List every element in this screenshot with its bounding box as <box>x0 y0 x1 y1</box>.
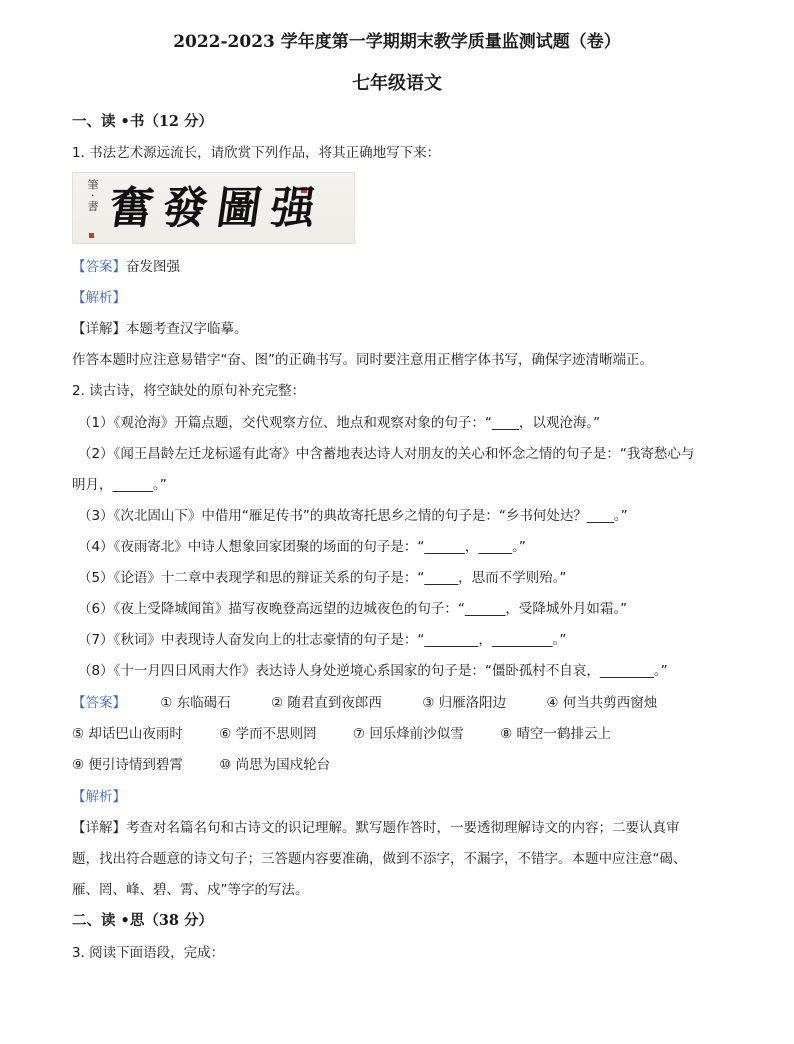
answer-text: 学而不思则罔 <box>235 726 317 742</box>
analysis-tag: 【解析】 <box>72 290 126 306</box>
answer-item <box>160 693 230 713</box>
answer-number: ⑤ <box>72 726 85 742</box>
question-2-item: （4）《夜雨寄北》中诗人想象回家团聚的场面的句子是：“______，_____。” <box>78 539 526 555</box>
answer-line-q1 <box>72 257 180 277</box>
calligraphy-signature: 筆 · 書 <box>86 179 99 212</box>
answer-text: 回乐烽前沙似雪 <box>369 726 464 742</box>
question-2-prompt: 2. 读古诗，将空缺处的原句补充完整： <box>72 383 306 399</box>
question-2-item: （3）《次北固山下》中借用“雁足传书”的典故寄托思乡之情的句子是：“乡书何处达？____。” <box>78 508 628 524</box>
answer-text: 奋发图强 <box>126 259 180 275</box>
seal-mark <box>89 233 94 238</box>
answer-text: 随君直到夜郎西 <box>287 695 382 711</box>
question-3-prompt: 3. 阅读下面语段，完成： <box>72 945 225 961</box>
answer-row-2 <box>72 724 724 744</box>
answer-item <box>422 693 506 713</box>
calligraphy-text: 奮發圖强 <box>105 183 329 234</box>
answer-tag: 【答案】 <box>72 695 126 711</box>
question-2-item: （8）《十一月四日风雨大作》表达诗人身处逆境心系国家的句子是：“僵卧孤村不自哀，________。” <box>78 663 668 679</box>
analysis-tag: 【解析】 <box>72 789 126 805</box>
question-2-item: （7）《秋词》中表现诗人奋发向上的壮志豪情的句子是：“________，_________。” <box>78 632 567 648</box>
detail-text: 考查对名篇名句和古诗文的识记理解。默写题作答时，一要透彻理解诗文的内容；二要认真审 <box>126 820 680 836</box>
detail-text-2: 作答本题时应注意易错字“奋、图”的正确书写。同时要注意用正楷字体书写，确保字迹清晰端正。 <box>72 352 653 368</box>
question-2-item: （1）《观沧海》开篇点题，交代观察方位、地点和观察对象的句子：“____，以观沧海。” <box>78 415 601 431</box>
answer-number: ⑥ <box>219 726 232 742</box>
question-2-item: （5）《论语》十二章中表现学和思的辩证关系的句子是：“_____，思而不学则殆。” <box>78 570 567 586</box>
answer-item <box>353 724 464 744</box>
question-1-prompt: 1. 书法艺术源远流长，请欣赏下列作品，将其正确地写下来： <box>72 145 441 161</box>
answer-item <box>219 724 316 744</box>
answer-number: ④ <box>546 695 559 711</box>
detail-line-q2 <box>72 818 680 838</box>
detail-line-q1 <box>72 319 248 339</box>
answer-text: 晴空一鹤排云上 <box>516 726 612 742</box>
section-heading-reading-writing: 一、读 •书（12 分） <box>72 113 214 130</box>
answer-number: ③ <box>422 695 435 711</box>
answer-number: ⑦ <box>352 726 366 742</box>
exam-subtitle: 七年级语文 <box>352 73 442 94</box>
answer-item <box>271 693 382 713</box>
section-heading-reading-thinking: 二、读 •思（38 分） <box>72 912 214 929</box>
detail-text-2: 题，找出符合题意的诗文句子；三答题内容要准确，做到不添字，不漏字，不错字。本题中应注意“碣、 <box>72 851 687 867</box>
exam-title: 2022-2023 学年度第一学期期末教学质量监测试题（卷） <box>173 32 621 52</box>
answer-text: 尚思为国戍轮台 <box>235 757 331 773</box>
answer-number: ① <box>160 695 173 711</box>
answer-number: ⑨ <box>72 757 85 773</box>
answer-text: 却话巴山夜雨时 <box>88 726 183 742</box>
answer-item <box>72 724 183 744</box>
answer-text: 东临碣石 <box>176 695 231 711</box>
answer-number: ⑩ <box>219 757 232 773</box>
answer-text: 便引诗情到碧霄 <box>88 757 183 773</box>
answer-text: 归雁洛阳边 <box>438 695 507 711</box>
detail-text-3: 雁、罔、峰、碧、霄、戍”等字的写法。 <box>72 882 309 898</box>
question-2-item: （6）《夜上受降城闻笛》描写夜晚登高远望的边城夜色的句子：“______，受降城外月如霜。” <box>78 601 628 617</box>
answer-row-3 <box>72 755 724 775</box>
answer-tag: 【答案】 <box>72 259 126 275</box>
question-2-item-continued: 明月，______。” <box>72 477 167 493</box>
answer-item <box>500 724 611 744</box>
answer-number: ② <box>271 695 284 711</box>
answer-number: ⑧ <box>500 726 513 742</box>
answer-item <box>72 755 183 775</box>
answer-row-1 <box>72 693 724 713</box>
calligraphy-image <box>72 172 355 244</box>
answer-item <box>546 693 657 713</box>
answer-item <box>219 755 330 775</box>
detail-tag: 【详解】 <box>72 820 126 836</box>
answer-text: 何当共剪西窗烛 <box>562 695 658 711</box>
question-2-item: （2）《闻王昌龄左迁龙标遥有此寄》中含蓄地表达诗人对朋友的关心和怀念之情的句子是：“我寄愁心与 <box>78 446 695 462</box>
detail-tag: 【详解】 <box>72 321 126 337</box>
detail-text: 本题考查汉字临摹。 <box>126 321 248 337</box>
